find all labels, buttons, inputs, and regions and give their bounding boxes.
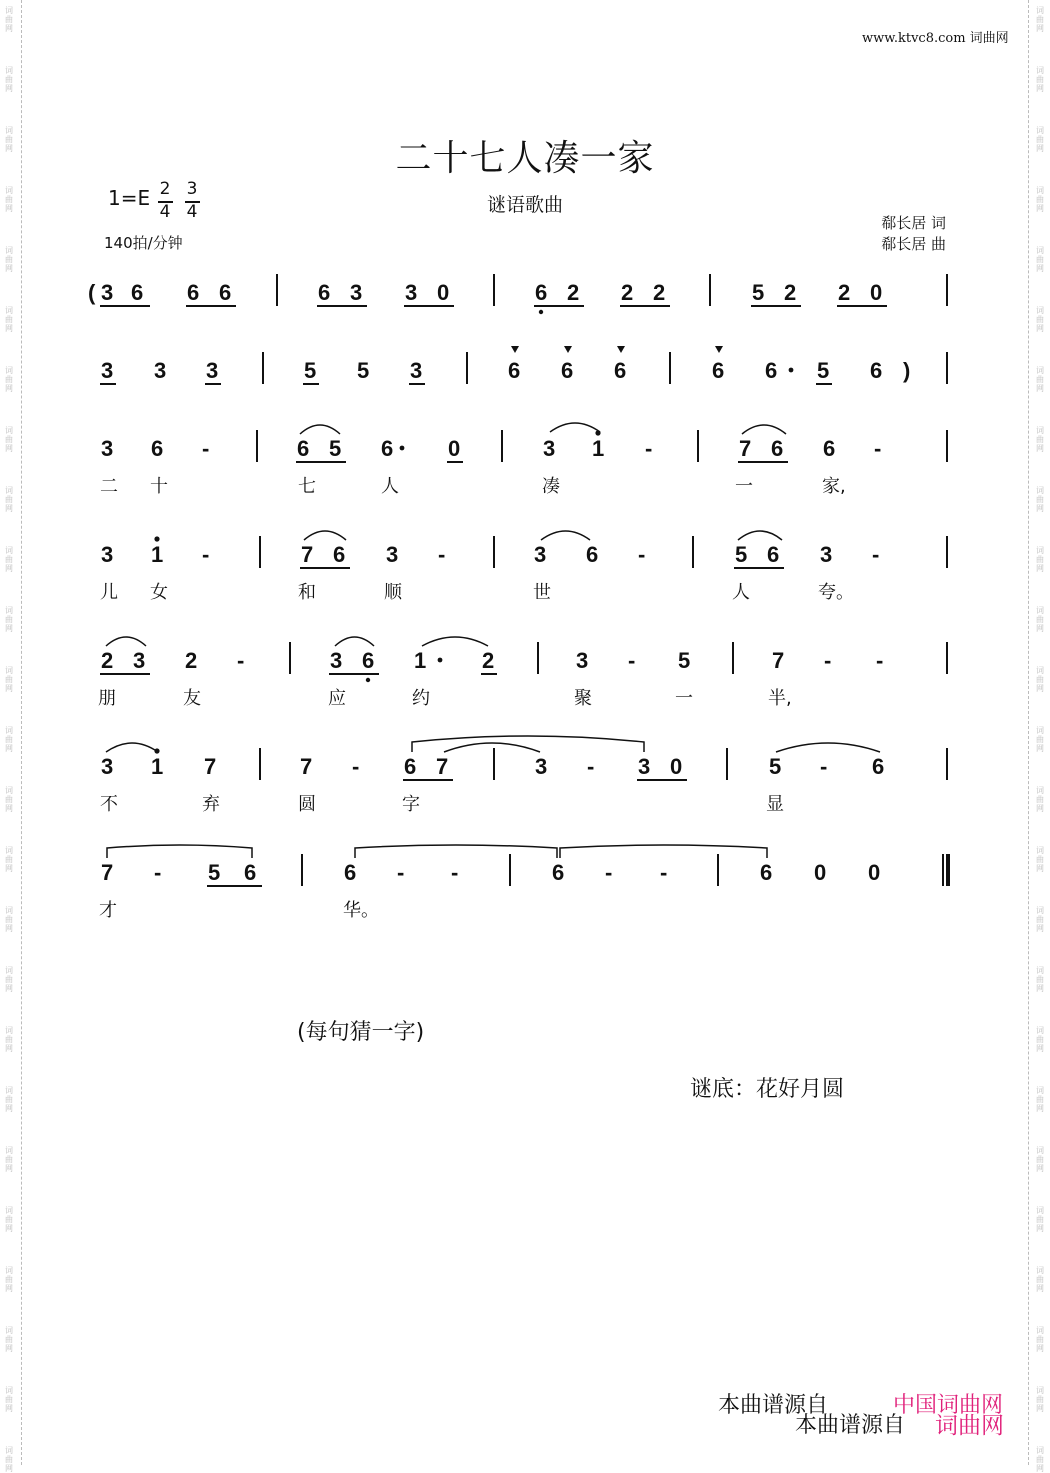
note: 6 [765, 358, 778, 383]
lyric: 儿 [100, 582, 118, 603]
paren: ( [88, 280, 96, 305]
note: - [876, 648, 884, 673]
note: 0 [437, 280, 450, 305]
note: 3 [101, 358, 114, 383]
octave-dot-high [595, 430, 600, 435]
note: 3 [101, 280, 114, 305]
side-watermark-text: 词 曲 网 [1036, 486, 1044, 513]
note: 0 [870, 280, 883, 305]
note: 3 [543, 436, 556, 461]
lyric: 人 [381, 476, 399, 497]
octave-dot-high [154, 536, 159, 541]
lyric: 家, [822, 476, 846, 497]
lyric: 约 [412, 688, 430, 709]
lyric: 半, [768, 688, 792, 709]
side-watermark-text: 词 曲 网 [5, 1326, 13, 1353]
side-watermark-text: 词 曲 网 [1036, 1446, 1044, 1473]
side-watermark-text: 词 曲 网 [1036, 186, 1044, 213]
note: 5 [357, 358, 370, 383]
note: 0 [670, 754, 683, 779]
key-signature: 1=E [108, 186, 151, 210]
note: 0 [814, 860, 827, 885]
note: - [202, 542, 210, 567]
note: - [820, 754, 828, 779]
lyric: 圆 [298, 794, 316, 815]
note: 2 [653, 280, 666, 305]
lyric: 二 [100, 476, 118, 497]
song-subtitle: 谜语歌曲 [486, 194, 563, 216]
note: 3 [101, 436, 114, 461]
lyric: 才 [99, 900, 117, 921]
side-watermark-text: 词 曲 网 [1036, 726, 1044, 753]
note: 6 [318, 280, 331, 305]
side-watermark-text: 词 曲 网 [1036, 546, 1044, 573]
slur [335, 637, 374, 646]
note: - [605, 860, 613, 885]
tie [107, 845, 252, 858]
side-watermark-text: 词 曲 网 [1036, 966, 1044, 993]
lyric: 世 [533, 582, 551, 603]
slur [742, 425, 786, 434]
lyric: 显 [766, 794, 784, 815]
slur [541, 531, 590, 540]
note: - [824, 648, 832, 673]
note: - [154, 860, 162, 885]
song-title: 二十七人凑一家 [395, 138, 655, 179]
note: - [438, 542, 446, 567]
side-watermark-text: 词 曲 网 [5, 786, 13, 813]
source-brand-clipped[interactable]: 中国词曲网 [893, 1393, 1004, 1418]
slur [738, 531, 782, 540]
note: 6 [870, 358, 883, 383]
note: 6 [362, 648, 375, 673]
note: 6 [872, 754, 885, 779]
side-watermark-text: 词 曲 网 [5, 906, 13, 933]
lyric: 不 [100, 794, 118, 815]
note: 0 [868, 860, 881, 885]
side-watermark-text: 词 曲 网 [1036, 66, 1044, 93]
side-watermark-text: 词 曲 网 [1036, 246, 1044, 273]
note: - [397, 860, 405, 885]
note: 6 [614, 358, 627, 383]
note: 3 [350, 280, 363, 305]
octave-dot-low [539, 310, 543, 314]
accent-mark [511, 346, 519, 353]
note: 1 [592, 436, 605, 461]
note: 2 [784, 280, 797, 305]
note: 6 [535, 280, 548, 305]
lyric: 和 [298, 582, 316, 603]
note: 5 [329, 436, 342, 461]
note: 6 [767, 542, 780, 567]
side-watermark-text: 词 曲 网 [5, 426, 13, 453]
lyric: 聚 [574, 688, 592, 709]
lyric: 凑 [542, 476, 560, 497]
side-watermark-text: 词 曲 网 [1036, 786, 1044, 813]
side-watermark-text: 词 曲 网 [5, 726, 13, 753]
side-watermark-text: 词 曲 网 [5, 666, 13, 693]
note: - [872, 542, 880, 567]
note: 6 [586, 542, 599, 567]
side-watermark-text: 词 曲 网 [1036, 906, 1044, 933]
side-watermark-text: 词 曲 网 [5, 6, 13, 33]
side-watermark-text: 词 曲 网 [1036, 1146, 1044, 1173]
note: 7 [739, 436, 752, 461]
side-watermark-text: 词 曲 网 [5, 486, 13, 513]
note: 6 [561, 358, 574, 383]
riddle-answer: 谜底：花好月圆 [690, 1077, 845, 1102]
side-watermark-text: 词 曲 网 [5, 246, 13, 273]
note: 1 [151, 542, 164, 567]
lyric: 友 [183, 688, 201, 709]
side-watermark-text: 词 曲 网 [5, 546, 13, 573]
note: 2 [567, 280, 580, 305]
source-label-clipped: 本曲谱源自 [718, 1393, 829, 1418]
note: 6 [244, 860, 257, 885]
note: 6 [552, 860, 565, 885]
note: 6 [771, 436, 784, 461]
note: 6 [508, 358, 521, 383]
augmentation-dot [789, 368, 794, 373]
tie [560, 845, 767, 858]
note: 2 [838, 280, 851, 305]
tie [355, 845, 557, 858]
note: - [202, 436, 210, 461]
octave-dot-high [154, 748, 159, 753]
note: 2 [185, 648, 198, 673]
note: 6 [344, 860, 357, 885]
note: 3 [638, 754, 651, 779]
side-watermark-text: 词 曲 网 [5, 366, 13, 393]
note: 7 [772, 648, 785, 673]
note: 3 [154, 358, 167, 383]
side-watermark-text: 词 曲 网 [1036, 606, 1044, 633]
tie-long [412, 736, 644, 752]
note: 3 [820, 542, 833, 567]
tempo-marking: 140拍/分钟 [104, 234, 183, 252]
accent-mark [715, 346, 723, 353]
side-watermark-text: 词 曲 网 [1036, 666, 1044, 693]
augmentation-dot [438, 658, 443, 663]
lyric: 顺 [384, 582, 402, 603]
note: 5 [678, 648, 691, 673]
site-url[interactable]: www.ktvc8.com 词曲网 [862, 31, 1009, 46]
accent-mark [564, 346, 572, 353]
octave-dot-low [366, 678, 370, 682]
note: 3 [535, 754, 548, 779]
side-watermark-text: 词 曲 网 [1036, 1086, 1044, 1113]
lyric: 华。 [343, 900, 379, 921]
note: 5 [208, 860, 221, 885]
side-watermark-text: 词 曲 网 [5, 1146, 13, 1173]
side-watermark-text: 词 曲 网 [5, 1086, 13, 1113]
time-sig-2-top: 3 [186, 179, 198, 199]
slur [776, 743, 880, 752]
lyric: 十 [150, 476, 168, 497]
lyric: 人 [732, 582, 750, 603]
note: 5 [817, 358, 830, 383]
side-watermark-text: 词 曲 网 [5, 966, 13, 993]
note: - [645, 436, 653, 461]
note: 7 [101, 860, 114, 885]
note: 7 [436, 754, 449, 779]
slur [106, 743, 158, 752]
lyric: 一 [735, 476, 753, 497]
slur [106, 637, 146, 646]
lyric: 弃 [202, 794, 220, 815]
note: 6 [131, 280, 144, 305]
note: 3 [576, 648, 589, 673]
note: 3 [330, 648, 343, 673]
note: 2 [621, 280, 634, 305]
note: 3 [410, 358, 423, 383]
time-sig-1-top: 2 [159, 179, 171, 199]
lyric: 女 [150, 582, 168, 603]
note: - [638, 542, 646, 567]
slur [300, 425, 340, 434]
side-watermark-text: 词 曲 网 [1036, 1386, 1044, 1413]
note: 3 [133, 648, 146, 673]
note: 7 [301, 542, 314, 567]
note: - [237, 648, 245, 673]
accent-mark [617, 346, 625, 353]
note: 7 [300, 754, 313, 779]
slur [304, 531, 346, 540]
side-watermark-text: 词 曲 网 [1036, 306, 1044, 333]
note: - [660, 860, 668, 885]
note: - [352, 754, 360, 779]
note: 0 [448, 436, 461, 461]
side-watermark-text: 词 曲 网 [5, 186, 13, 213]
side-watermark-text: 词 曲 网 [5, 306, 13, 333]
note: 1 [151, 754, 164, 779]
note: 6 [187, 280, 200, 305]
lyricist-credit: 郗长居 词 [881, 214, 946, 232]
side-watermark-text: 词 曲 网 [5, 1026, 13, 1053]
lyric: 夸。 [818, 582, 854, 603]
lyric: 应 [328, 688, 346, 709]
side-watermark-text: 词 曲 网 [1036, 126, 1044, 153]
side-watermark-text: 词 曲 网 [1036, 426, 1044, 453]
lyric: 朋 [98, 688, 116, 709]
side-watermark-text: 词 曲 网 [5, 1386, 13, 1413]
note: - [628, 648, 636, 673]
note: 1 [414, 648, 427, 673]
note: 3 [206, 358, 219, 383]
note: 6 [404, 754, 417, 779]
lyric: 一 [675, 688, 693, 709]
side-watermark-text: 词 曲 网 [5, 846, 13, 873]
note: 6 [297, 436, 310, 461]
side-watermark-text: 词 曲 网 [1036, 1206, 1044, 1233]
note: 3 [405, 280, 418, 305]
note: - [874, 436, 882, 461]
slur [550, 423, 600, 432]
note: 5 [752, 280, 765, 305]
note: 2 [101, 648, 114, 673]
augmentation-dot [400, 446, 405, 451]
paren: ) [903, 358, 911, 383]
side-watermark-text: 词 曲 网 [5, 1266, 13, 1293]
side-watermark-text: 词 曲 网 [1036, 1266, 1044, 1293]
side-watermark-text: 词 曲 网 [5, 606, 13, 633]
side-watermark-text: 词 曲 网 [1036, 1326, 1044, 1353]
lyric: 字 [402, 794, 420, 815]
lyric: 七 [298, 476, 316, 497]
side-watermark-text: 词 曲 网 [1036, 846, 1044, 873]
note: 7 [204, 754, 217, 779]
note: 6 [381, 436, 394, 461]
note: 6 [219, 280, 232, 305]
side-watermark-text: 词 曲 网 [5, 126, 13, 153]
side-watermark-text: 词 曲 网 [1036, 6, 1044, 33]
note: 3 [534, 542, 547, 567]
side-watermark-text: 词 曲 网 [1036, 1026, 1044, 1053]
slur [422, 637, 488, 646]
note: 3 [101, 754, 114, 779]
note: - [451, 860, 459, 885]
note: 6 [151, 436, 164, 461]
slur [444, 743, 540, 752]
time-sig-2-bottom: 4 [186, 202, 198, 222]
time-sig-1-bottom: 4 [159, 202, 171, 222]
note: 6 [712, 358, 725, 383]
side-watermark-text: 词 曲 网 [1036, 366, 1044, 393]
side-watermark-text: 词 曲 网 [5, 66, 13, 93]
riddle-hint: (每句猜一字) [297, 1020, 425, 1045]
side-watermark-text: 词 曲 网 [5, 1446, 13, 1473]
note: 6 [823, 436, 836, 461]
source-brand[interactable]: 词曲网 [935, 1413, 1004, 1439]
note: 5 [735, 542, 748, 567]
source-label: 本曲谱源自 [795, 1413, 906, 1438]
note: - [587, 754, 595, 779]
note: 2 [482, 648, 495, 673]
note: 3 [101, 542, 114, 567]
note: 5 [769, 754, 782, 779]
note: 6 [760, 860, 773, 885]
note: 6 [333, 542, 346, 567]
composer-credit: 郗长居 曲 [881, 235, 946, 253]
note: 3 [386, 542, 399, 567]
note: 5 [304, 358, 317, 383]
side-watermark-text: 词 曲 网 [5, 1206, 13, 1233]
